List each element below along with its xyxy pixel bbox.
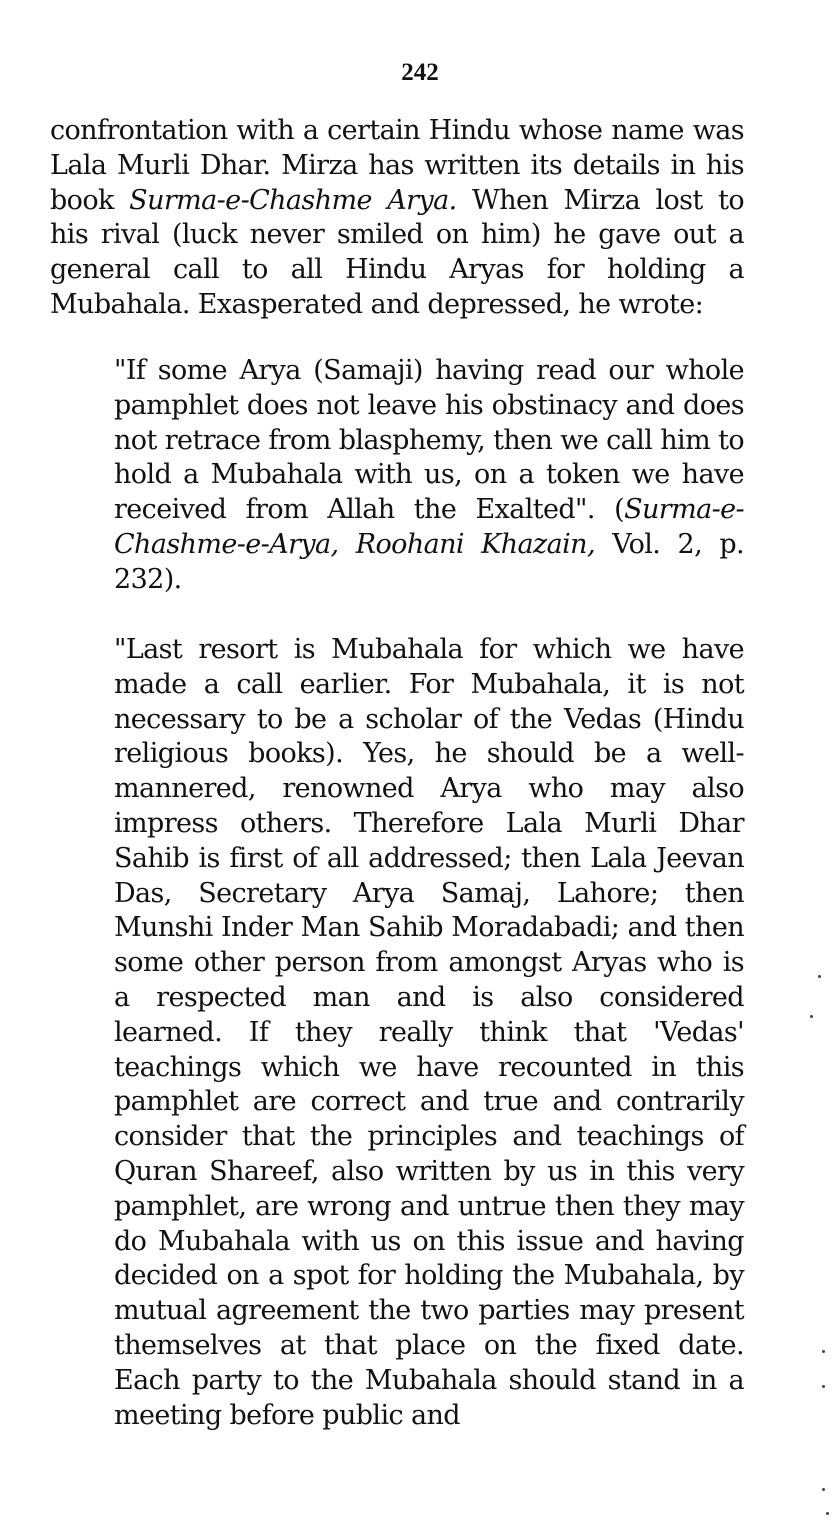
paragraph-text-start: confrontation with a certain Hindu whose name was Lala Murli Dhar. Mirza has written its details in his book bbox=[50, 115, 744, 216]
block-quote-1 bbox=[114, 354, 744, 598]
paragraph-text-end: When Mirza lost to his rival (luck never smiled on him) he gave out a general call to all Hindu Aryas for holding a Mubahala. Exasperated and depressed, he wrote: bbox=[50, 184, 744, 320]
page-number: 242 bbox=[401, 59, 439, 86]
citation-reference: Vol. 2, p. 232). bbox=[114, 528, 744, 595]
citation-open-paren: ( bbox=[614, 494, 625, 526]
block-quote-2 bbox=[114, 633, 744, 1433]
quote-2-text: "Last resort is Mubahala for which we have made a call earlier. For Mubahala, it is not necessary to be a scholar of the Vedas (Hindu religious books). Yes, he should be a well-mannered, renowned Arya who may also impress others. Therefore Lala Murli Dhar Sahib is first of all addressed; then Lala Jeevan Das, Secretary Arya Samaj, Lahore; then Munshi Inder Man Sahib Moradabadi; and then some other person from amongst Aryas who is a respected man and is also considered learned. If they really think that 'Vedas' teachings which we have recounted in this pamphlet are correct and true and contrarily consider that the principles and teachings of Quran Shareef, also written by us in this very pamphlet, are wrong and untrue then they may do Mubahala with us on this issue and having decided on a spot for holding the Mubahala, by mutual agreement the two parties may present themselves at that place on the fixed date. Each party to the Mubahala should stand in a meeting before public and bbox=[114, 634, 744, 1431]
scan-speck bbox=[810, 1015, 813, 1018]
scan-speck bbox=[822, 1488, 825, 1491]
book-title: Surma-e-Chashme Arya. bbox=[129, 184, 457, 216]
quote-1-text: "If some Arya (Samaji) having read our whole pamphlet does not leave his obstinacy and does not retrace from blasphemy, then we call him to hold a Mubahala with us, on a token we have received from Allah the Exalted". bbox=[114, 355, 744, 526]
citation-title: Surma-e-Chashme-e-Arya, Roohani Khazain, bbox=[114, 494, 744, 560]
scan-speck bbox=[818, 975, 821, 978]
scan-speck bbox=[826, 1512, 829, 1515]
scan-speck bbox=[822, 1385, 825, 1388]
scan-speck bbox=[822, 1350, 825, 1353]
body-paragraph bbox=[50, 114, 744, 323]
